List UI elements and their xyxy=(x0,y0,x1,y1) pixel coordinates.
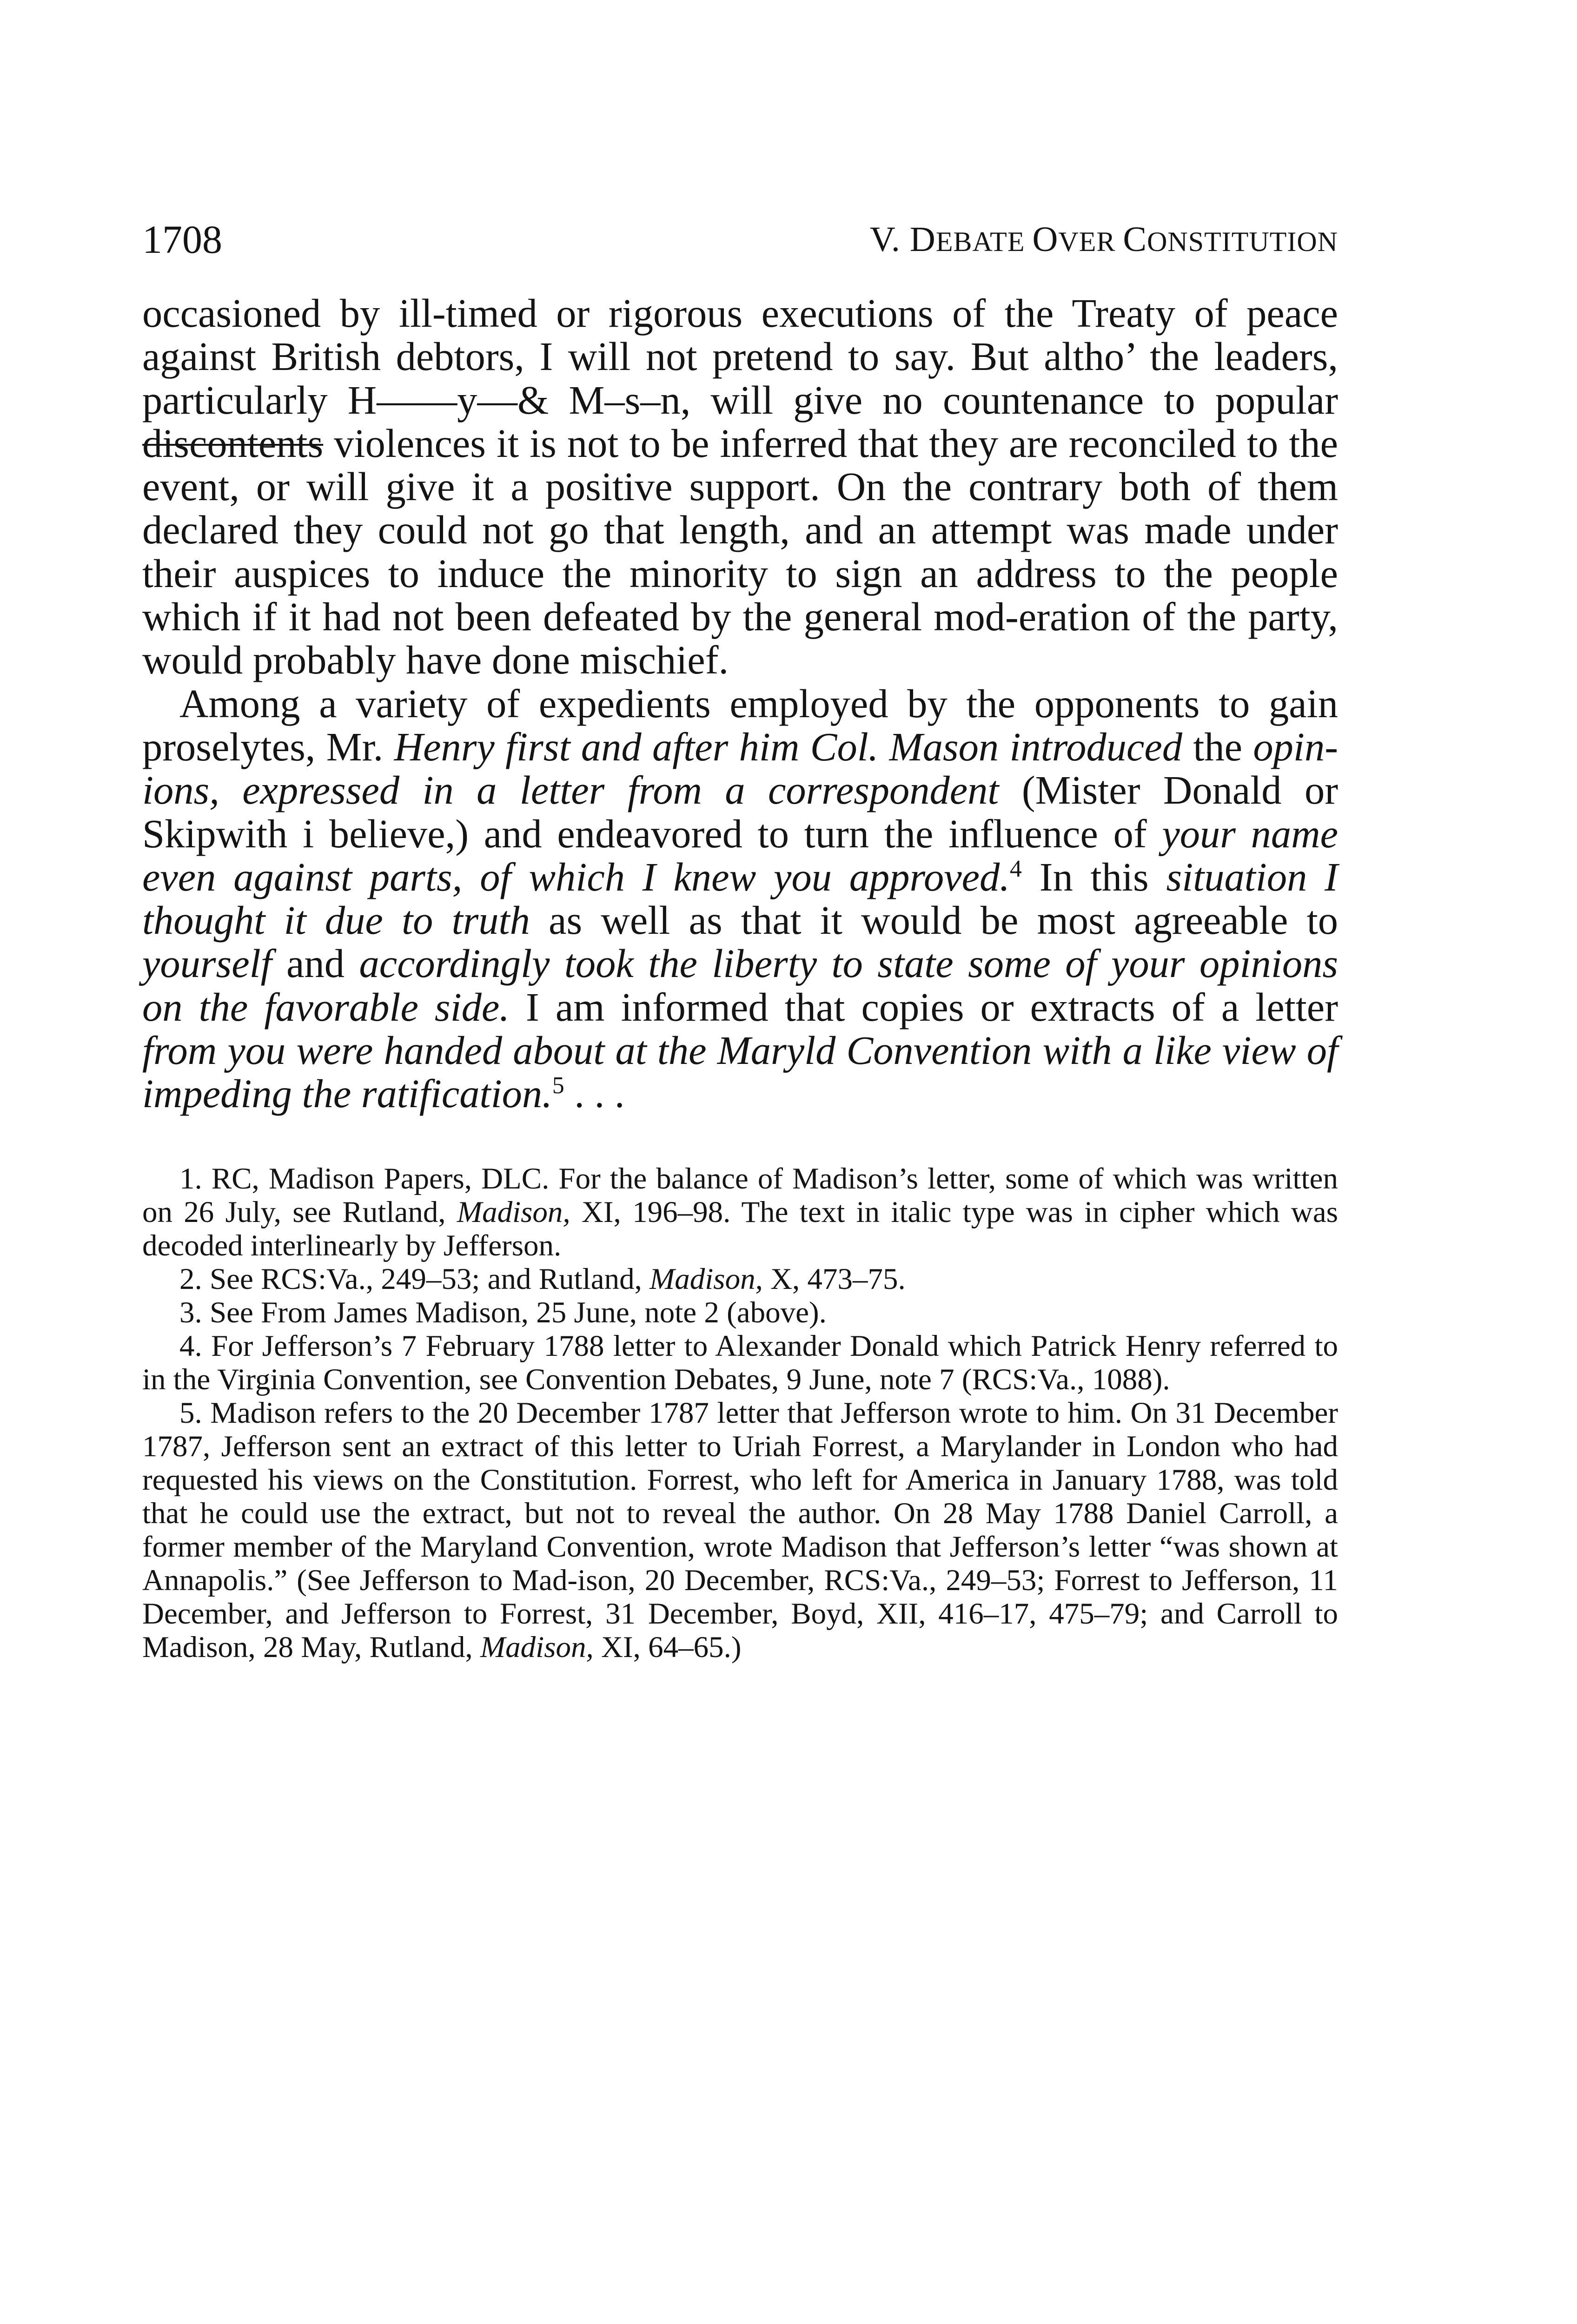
paragraph-1-text-start: occasioned by ill-timed or rigorous executions of the Treaty of peace against British debtors, I will not pretend to say. But altho’ the leaders, particularly H——y—& M–s–n, will give no countenance to popular xyxy=(142,291,1338,423)
p2-ellipsis: . . . xyxy=(564,1071,625,1116)
p2-text-d: In this xyxy=(1021,854,1166,899)
note-4: 4. For Jefferson’s 7 February 1788 letter to Alexander Donald which Patrick Henry referred to in the Virginia Convention, see Convention Debates, 9 June, note 7 (RCS:Va., 1088). xyxy=(142,1329,1338,1396)
note-5-text-b: XI, 64–65.) xyxy=(593,1631,742,1664)
struck-word: discontents xyxy=(142,421,324,466)
section-title xyxy=(870,211,1338,270)
p2-text-e: as well as that it would be most agreeable to xyxy=(530,898,1338,943)
letter-excerpt xyxy=(142,292,1338,1116)
p2-cipher-6: accordingly took the liberty to state some of your opinions on the favorable side. xyxy=(142,941,1338,1030)
p2-text-f: and xyxy=(272,941,359,986)
p2-cipher-2: opin-ions, expressed in a letter from a correspondent xyxy=(142,724,1338,813)
paragraph-1 xyxy=(142,292,1338,682)
note-1-text-a: 1. RC, Madison Papers, DLC. For the balance of Madison’s letter, some of which was written on 26 July, see Rutland, xyxy=(142,1162,1338,1229)
note-2-text-a: 2. See RCS:Va., 249–53; and Rutland, xyxy=(179,1262,650,1296)
p2-cipher-7: from you were handed about at the Maryld Convention with a like view of impeding the ratification. xyxy=(142,1028,1338,1116)
running-head xyxy=(142,211,1338,267)
note-5 xyxy=(142,1396,1338,1664)
p2-cipher-1: Henry first and after him Col. Mason introduced xyxy=(394,724,1183,769)
p2-text-a: Among a variety of expedients employed by the opponents to gain proselytes, Mr. xyxy=(142,681,1338,769)
footnote-ref-5: 5 xyxy=(552,1072,564,1099)
note-1-title: Madison, xyxy=(457,1195,570,1229)
page-number: 1708 xyxy=(142,217,222,262)
p2-cipher-3: your name even against parts, of which I knew you approved. xyxy=(142,811,1338,899)
footnote-ref-4: 4 xyxy=(1009,855,1022,882)
note-5-text-a: 5. Madison refers to the 20 December 1787 letter that Jefferson wrote to him. On 31 December 1787, Jefferson sent an extract of this letter to Uriah Forrest, a Marylander in London who had requested his views on the Constitution. Forrest, who left for America in January 1788, was told that he could use the extract, but not to reveal the author. On 28 May 1788 Daniel Carroll, a former member of the Maryland Convention, wrote Madison that Jefferson’s letter “was shown at Annapolis.” (See Jefferson to Mad-ison, 20 December, RCS:Va., 249–53; Forrest to Jefferson, 11 December, and Jefferson to Forrest, 31 December, Boyd, XII, 416–17, 475–79; and Carroll to Madison, 28 May, Rutland, xyxy=(142,1396,1338,1664)
note-1 xyxy=(142,1162,1338,1262)
paragraph-2 xyxy=(142,682,1338,1116)
note-2-title: Madison, xyxy=(649,1262,763,1296)
p2-text-c: (Mister Donald or Skipwith i believe,) and endeavored to turn the influence of xyxy=(142,768,1338,856)
note-2 xyxy=(142,1262,1338,1296)
note-5-title: Madison, xyxy=(480,1631,594,1664)
note-2-text-b: X, 473–75. xyxy=(762,1262,906,1296)
section-title-text: DEBATE OVER CONSTITUTION xyxy=(909,220,1338,259)
section-prefix: V. xyxy=(869,220,910,259)
p2-text-g: I am informed that copies or extracts of a letter xyxy=(509,984,1338,1030)
p2-cipher-4: situation I thought it due to truth xyxy=(142,854,1338,943)
footnotes xyxy=(142,1162,1338,1664)
p2-cipher-5: yourself xyxy=(142,941,272,986)
note-3: 3. See From James Madison, 25 June, note 2 (above). xyxy=(179,1296,827,1329)
paragraph-1-text-end: violences it is not to be inferred that they are reconciled to the event, or will give it a positive support. On the contrary both of them declared they could not go that length, and an attempt was made under their auspices to induce the minority to sign an address to the people which if it had not been defeated by the general mod-eration of the party, would probably have done mischief. xyxy=(142,421,1338,683)
note-1-text-b: XI, 196–98. The text in italic type was in cipher which was decoded interlinearly by Jefferson. xyxy=(142,1195,1338,1262)
p2-text-b: the xyxy=(1182,724,1253,769)
